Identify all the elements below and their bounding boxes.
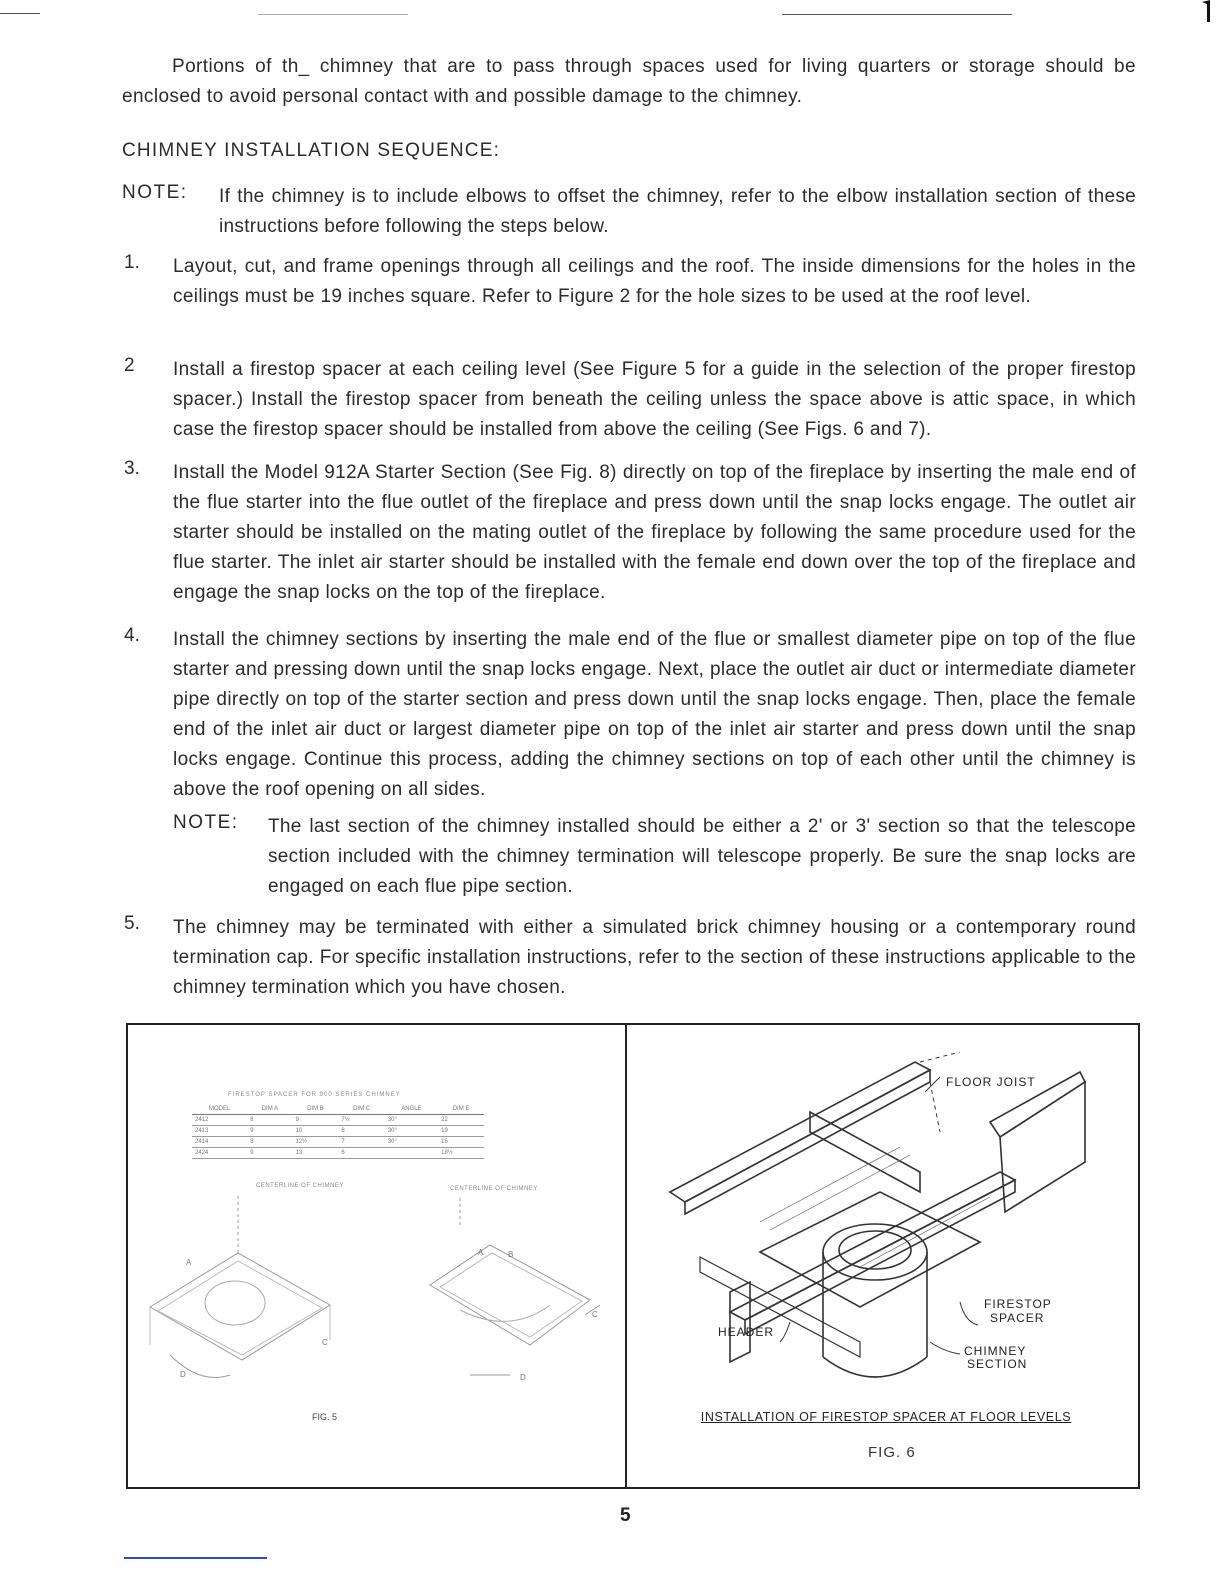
header-label: HEADER — [718, 1325, 775, 1339]
note-text: The last section of the chimney installed should be either a 2' or 3' section so that the telescope section included with the chimney termination will telescope properly. Be sure the snap locks are engaged on each flue pipe section. — [268, 816, 1136, 897]
table-header-cell: MODEL — [192, 1104, 247, 1115]
step-text: Layout, cut, and frame openings through all ceilings and the roof. The inside dimensions for the holes in the ceilings must be 19 inches square. Refer to Figure 2 for the hole sizes to be used at the roof level. — [173, 256, 1136, 307]
table-cell: 8 — [247, 1115, 292, 1126]
table-cell: 9 — [247, 1148, 292, 1159]
firestop-spacer-table — [192, 1104, 484, 1159]
scan-line-left — [0, 13, 40, 14]
table-cell: 7½ — [338, 1115, 385, 1126]
scan-line-right — [782, 14, 1012, 15]
step-text: Install the Model 912A Starter Section (See Fig. 8) directly on top of the fireplace by inserting the male end of the flue starter into the flue outlet of the fireplace and press down until the snap locks engage. The outlet air starter should be installed on the mating outlet of the fireplace by following the same procedure used for the flue starter. The inlet air starter should be installed with the female end down over the top of the fireplace and engage the snap locks on the top of the fireplace. — [173, 462, 1136, 603]
fig5-spacer-drawings — [130, 1195, 622, 1405]
table-cell: 8 — [247, 1137, 292, 1148]
chimney-section-label-line2: SECTION — [967, 1357, 1028, 1371]
svg-text:D: D — [180, 1370, 186, 1379]
table-header-cell: DIM B — [292, 1104, 338, 1115]
step-number: 2 — [124, 355, 135, 376]
fig5-table-title: FIRESTOP SPACER FOR 900 SERIES CHIMNEY — [228, 1092, 401, 1098]
table-cell: 9 — [247, 1126, 292, 1137]
table-header-cell: DIM E — [438, 1104, 484, 1115]
table-cell: 18½ — [438, 1148, 484, 1159]
table-cell: 30° — [385, 1115, 438, 1126]
step-number: 1. — [124, 252, 140, 273]
fig6-firestop-drawing — [660, 1052, 1100, 1397]
table-row — [192, 1137, 484, 1148]
step-text: Install a firestop spacer at each ceiling level (See Figure 5 for a guide in the selection of the proper firestop spacer.) Install the firestop spacer from beneath the ceiling unless the space above is attic space, in which case the firestop spacer should be installed from above the ceiling (See Figs. 6 and 7). — [173, 359, 1136, 440]
table-header-cell: DIM C — [338, 1104, 385, 1115]
fig5-label: FIG. 5 — [312, 1412, 338, 1422]
table-cell: 30° — [385, 1126, 438, 1137]
table-cell: 6 — [338, 1148, 385, 1159]
table-cell: 2424 — [192, 1148, 247, 1159]
table-cell — [385, 1148, 438, 1159]
svg-text:C: C — [322, 1338, 328, 1347]
table-cell: 2413 — [192, 1126, 247, 1137]
step-text: Install the chimney sections by inserting the male end of the flue or smallest diameter pipe on top of the flue starter and pressing down until the snap locks engage. Next, place the outlet air duct or intermediate diameter pipe directly on top of the starter section and press down until the snap locks engage. Then, place the female end of the inlet air duct or largest diameter pipe on top of the inlet air starter and press down until the snap locks engage. Continue this process, adding the chimney sections on top of each other until the chimney is above the roof opening on all sides. — [173, 629, 1136, 800]
table-cell: 13 — [292, 1148, 338, 1159]
table-header-row — [192, 1104, 484, 1115]
note-label: NOTE: — [173, 812, 239, 833]
corner-mark-icon — [1202, 0, 1210, 22]
table-cell: 22 — [438, 1115, 484, 1126]
scan-line-mid — [258, 14, 408, 15]
table-cell: 30° — [385, 1137, 438, 1148]
fig5-right-caption: CENTERLINE OF CHIMNEY — [450, 1186, 538, 1192]
section-heading: CHIMNEY INSTALLATION SEQUENCE: — [122, 140, 501, 161]
note-text: If the chimney is to include elbows to offset the chimney, refer to the elbow installation section of these instructions before following the steps below. — [219, 186, 1136, 237]
table-row — [192, 1148, 484, 1159]
table-cell: 19 — [438, 1126, 484, 1137]
step-number: 4. — [124, 625, 140, 646]
fig6-caption: INSTALLATION OF FIRESTOP SPACER AT FLOOR LEVELS — [700, 1410, 1072, 1424]
firestop-spacer-label-line1: FIRESTOP — [984, 1297, 1052, 1311]
table-cell: 16 — [438, 1137, 484, 1148]
svg-text:B: B — [508, 1250, 514, 1259]
table-row — [192, 1115, 484, 1126]
table-cell: 2414 — [192, 1137, 247, 1148]
page-number: 5 — [620, 1505, 631, 1526]
floor-joist-label: FLOOR JOIST — [946, 1075, 1036, 1089]
step-number: 3. — [124, 458, 140, 479]
fig6-label: FIG. 6 — [868, 1444, 916, 1461]
chimney-section-label-line1: CHIMNEY — [964, 1344, 1027, 1358]
fig5-left-caption: CENTERLINE OF CHIMNEY — [256, 1183, 344, 1189]
table-header-cell: DIM A — [247, 1104, 292, 1115]
step-number: 5. — [124, 913, 140, 934]
firestop-spacer-label-line2: SPACER — [990, 1311, 1045, 1325]
table-cell: 9 — [292, 1115, 338, 1126]
table-header-cell: ANGLE — [385, 1104, 438, 1115]
step-text: The chimney may be terminated with either a simulated brick chimney housing or a contemporary round termination cap. For specific installation instructions, refer to the section of these instructions applicable to the chimney termination which you have chosen. — [173, 917, 1136, 998]
table-cell: 2412 — [192, 1115, 247, 1126]
table-cell: 10 — [292, 1126, 338, 1137]
table-cell: 12½ — [292, 1137, 338, 1148]
note-label: NOTE: — [122, 182, 188, 203]
svg-text:D: D — [520, 1373, 526, 1382]
svg-text:C: C — [592, 1310, 598, 1319]
bottom-rule — [124, 1557, 267, 1559]
table-cell: 7 — [338, 1137, 385, 1148]
intro-paragraph: Portions of th_ chimney that are to pass through spaces used for living quarters or storage should be enclosed to avoid personal contact with and possible damage to the chimney. — [122, 56, 1136, 107]
table-row — [192, 1126, 484, 1137]
table-cell: 8 — [338, 1126, 385, 1137]
svg-text:A: A — [478, 1248, 484, 1257]
svg-text:A: A — [186, 1258, 192, 1267]
